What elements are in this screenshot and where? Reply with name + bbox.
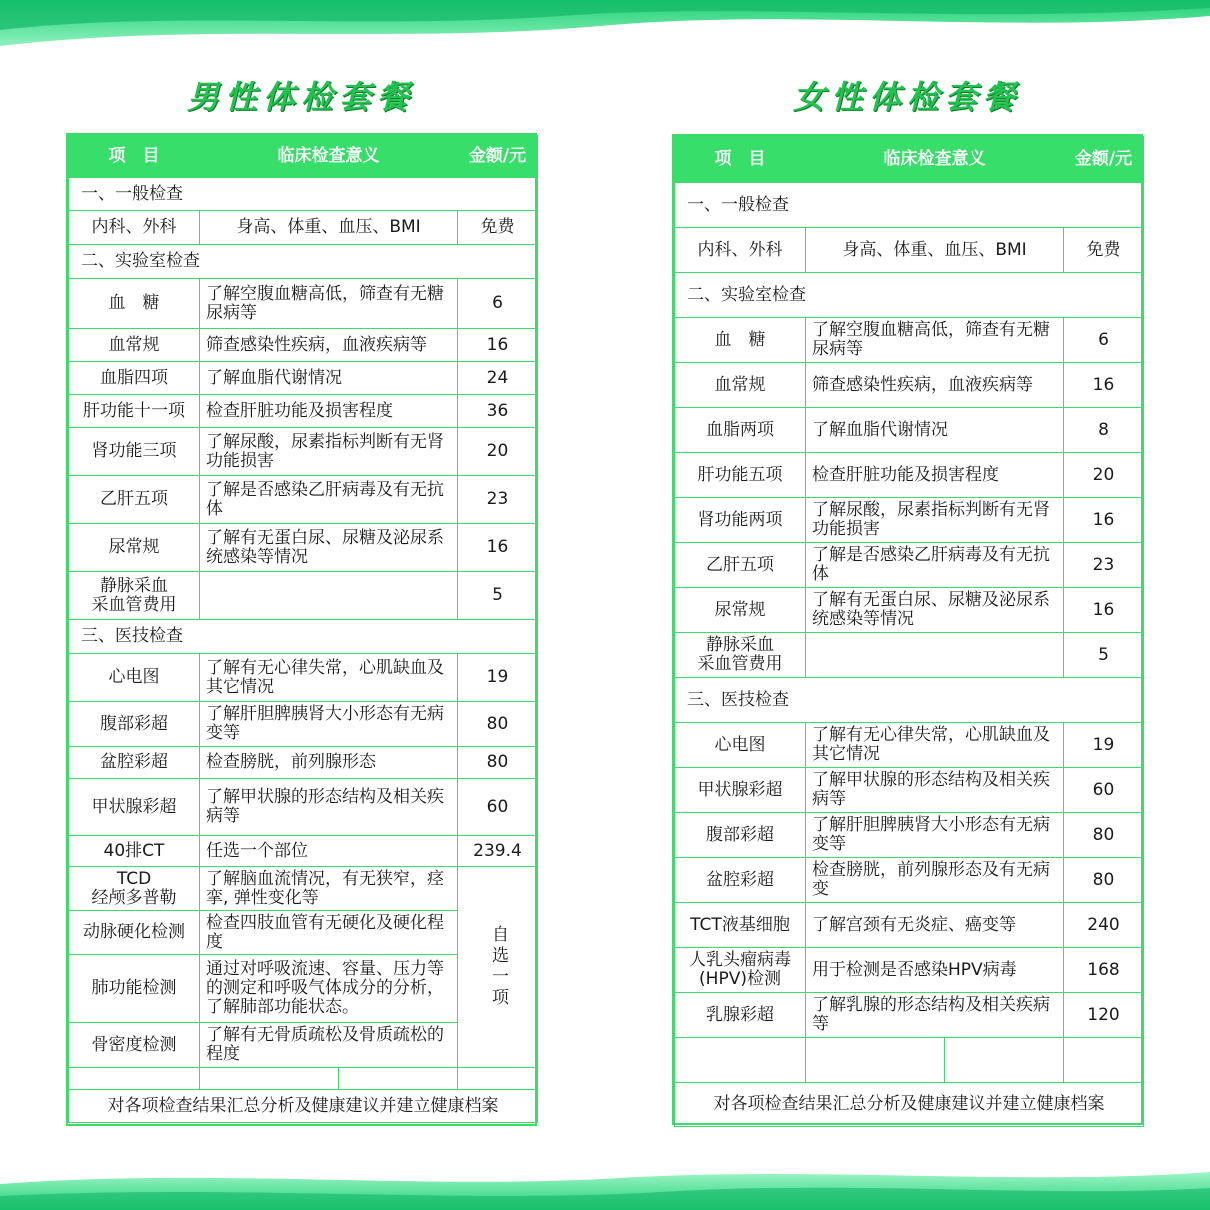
section-title: 一、一般检查 — [69, 178, 538, 211]
item-price: 16 — [1064, 363, 1144, 408]
item-name: 骨密度检测 — [69, 1023, 200, 1068]
table-row — [675, 723, 1144, 768]
male-package-title: 男性体检套餐 — [186, 78, 415, 116]
table-row — [69, 524, 538, 572]
section-title: 三、医技检查 — [675, 678, 1144, 723]
table-row — [69, 329, 538, 362]
item-name: 盆腔彩超 — [675, 858, 806, 903]
item-price: 19 — [458, 654, 538, 702]
item-name: 40排CT — [69, 836, 200, 867]
item-name: 盆腔彩超 — [69, 747, 200, 779]
item-name: 乳腺彩超 — [675, 993, 806, 1038]
header-item: 项 目 — [69, 136, 200, 178]
item-name: 乙肝五项 — [69, 476, 200, 524]
optional-price-label: 自选一项 — [458, 867, 538, 1068]
item-name: 心电图 — [69, 654, 200, 702]
section-title: 一、一般检查 — [675, 183, 1144, 228]
item-desc: 了解乳腺的形态结构及相关疾病等 — [806, 993, 1064, 1038]
item-price: 16 — [1064, 588, 1144, 633]
item-name: 肝功能十一项 — [69, 395, 200, 428]
item-desc: 了解肝胆脾胰肾大小形态有无病变等 — [806, 813, 1064, 858]
table-row — [675, 228, 1144, 273]
header-price: 金额/元 — [1064, 137, 1144, 183]
item-price: 16 — [458, 329, 538, 362]
table-row — [69, 747, 538, 779]
item-desc: 检查肝脏功能及损害程度 — [200, 395, 458, 428]
item-desc: 了解有无骨质疏松及骨质疏松的程度 — [200, 1023, 458, 1068]
item-desc: 了解有无心律失常，心肌缺血及其它情况 — [200, 654, 458, 702]
item-name: 腹部彩超 — [675, 813, 806, 858]
item-desc: 检查膀胱，前列腺形态及有无病变 — [806, 858, 1064, 903]
item-name: 血脂四项 — [69, 362, 200, 395]
item-name: 血常规 — [675, 363, 806, 408]
item-price: 8 — [1064, 408, 1144, 453]
item-name: 血常规 — [69, 329, 200, 362]
table-row — [69, 702, 538, 747]
item-desc: 通过对呼吸流速、容量、压力等的测定和呼吸气体成分的分析，了解肺部功能状态。 — [200, 955, 458, 1023]
table-row — [69, 867, 538, 911]
item-price: 20 — [1064, 453, 1144, 498]
item-price: 80 — [458, 747, 538, 779]
table-header — [69, 136, 538, 178]
item-name: 乙肝五项 — [675, 543, 806, 588]
item-desc: 了解空腹血糖高低，筛查有无糖尿病等 — [806, 318, 1064, 363]
item-price: 免费 — [1064, 228, 1144, 273]
table-row — [675, 768, 1144, 813]
item-desc: 筛查感染性疾病，血液疾病等 — [200, 329, 458, 362]
item-name: 尿常规 — [675, 588, 806, 633]
item-desc: 了解有无蛋白尿、尿糖及泌尿系统感染等情况 — [200, 524, 458, 572]
item-name: 人乳头瘤病毒 (HPV)检测 — [675, 948, 806, 993]
item-name: 血脂两项 — [675, 408, 806, 453]
item-desc: 了解血脂代谢情况 — [806, 408, 1064, 453]
table-row — [675, 543, 1144, 588]
female-package-table — [672, 134, 1143, 1125]
table-row — [69, 779, 538, 836]
item-name: 血 糖 — [69, 279, 200, 329]
item-name: 内科、外科 — [675, 228, 806, 273]
item-name: 肝功能五项 — [675, 453, 806, 498]
table-row — [69, 395, 538, 428]
table-row — [675, 588, 1144, 633]
item-desc: 身高、体重、血压、BMI — [806, 228, 1064, 273]
item-desc: 了解有无心律失常，心肌缺血及其它情况 — [806, 723, 1064, 768]
item-name: 静脉采血 采血管费用 — [69, 572, 200, 620]
item-name: 肾功能两项 — [675, 498, 806, 543]
item-name: 内科、外科 — [69, 211, 200, 245]
item-price: 80 — [1064, 858, 1144, 903]
table-row — [675, 498, 1144, 543]
table-row — [69, 211, 538, 245]
item-price: 6 — [1064, 318, 1144, 363]
item-price: 24 — [458, 362, 538, 395]
header-meaning: 临床检查意义 — [200, 136, 458, 178]
header-item: 项 目 — [675, 137, 806, 183]
table-row — [675, 363, 1144, 408]
item-name: 甲状腺彩超 — [69, 779, 200, 836]
table-row — [69, 279, 538, 329]
table-row — [69, 428, 538, 476]
item-name: 尿常规 — [69, 524, 200, 572]
item-desc: 了解是否感染乙肝病毒及有无抗体 — [806, 543, 1064, 588]
item-desc: 任选一个部位 — [200, 836, 458, 867]
item-desc: 身高、体重、血压、BMI — [200, 211, 458, 245]
item-desc: 了解有无蛋白尿、尿糖及泌尿系统感染等情况 — [806, 588, 1064, 633]
table-row — [675, 948, 1144, 993]
item-name: 心电图 — [675, 723, 806, 768]
item-desc: 了解甲状腺的形态结构及相关疾病等 — [806, 768, 1064, 813]
item-desc — [806, 633, 1064, 678]
top-decor-band — [0, 0, 1210, 50]
item-price: 239.4 — [458, 836, 538, 867]
item-price: 23 — [1064, 543, 1144, 588]
item-price: 120 — [1064, 993, 1144, 1038]
table-footer-note: 对各项检查结果汇总分析及健康建议并建立健康档案 — [675, 1083, 1144, 1127]
table-row — [69, 476, 538, 524]
item-desc: 用于检测是否感染HPV病毒 — [806, 948, 1064, 993]
item-desc: 检查四肢血管有无硬化及硬化程度 — [200, 911, 458, 955]
item-price: 5 — [458, 572, 538, 620]
item-desc: 了解是否感染乙肝病毒及有无抗体 — [200, 476, 458, 524]
item-price: 16 — [458, 524, 538, 572]
item-desc: 了解尿酸，尿素指标判断有无肾功能损害 — [200, 428, 458, 476]
table-row — [675, 993, 1144, 1038]
empty-row — [69, 1068, 538, 1090]
female-package-title: 女性体检套餐 — [792, 78, 1021, 116]
item-price: 19 — [1064, 723, 1144, 768]
item-desc: 了解空腹血糖高低，筛查有无糖尿病等 — [200, 279, 458, 329]
bottom-decor-band — [0, 1160, 1210, 1210]
item-name: TCT液基细胞 — [675, 903, 806, 948]
item-desc — [200, 572, 458, 620]
item-price: 20 — [458, 428, 538, 476]
item-name: 腹部彩超 — [69, 702, 200, 747]
item-name: 静脉采血 采血管费用 — [675, 633, 806, 678]
item-desc: 了解血脂代谢情况 — [200, 362, 458, 395]
item-price: 240 — [1064, 903, 1144, 948]
table-row — [675, 858, 1144, 903]
table-footer-note: 对各项检查结果汇总分析及健康建议并建立健康档案 — [69, 1090, 538, 1123]
item-name: 甲状腺彩超 — [675, 768, 806, 813]
table-row — [675, 813, 1144, 858]
item-desc: 检查膀胱，前列腺形态 — [200, 747, 458, 779]
item-price: 60 — [458, 779, 538, 836]
item-desc: 筛查感染性疾病，血液疾病等 — [806, 363, 1064, 408]
table-row — [675, 633, 1144, 678]
item-desc: 了解尿酸，尿素指标判断有无肾功能损害 — [806, 498, 1064, 543]
item-desc: 检查肝脏功能及损害程度 — [806, 453, 1064, 498]
table-row — [69, 572, 538, 620]
item-desc: 了解肝胆脾胰肾大小形态有无病变等 — [200, 702, 458, 747]
item-name: 肾功能三项 — [69, 428, 200, 476]
table-row — [69, 836, 538, 867]
male-package-table — [66, 133, 537, 1126]
item-name: 肺功能检测 — [69, 955, 200, 1023]
item-price: 5 — [1064, 633, 1144, 678]
table-row — [675, 318, 1144, 363]
empty-row — [675, 1038, 1144, 1083]
item-price: 60 — [1064, 768, 1144, 813]
item-price: 168 — [1064, 948, 1144, 993]
item-price: 36 — [458, 395, 538, 428]
item-price: 6 — [458, 279, 538, 329]
header-price: 金额/元 — [458, 136, 538, 178]
item-name: 血 糖 — [675, 318, 806, 363]
item-desc: 了解宫颈有无炎症、癌变等 — [806, 903, 1064, 948]
item-name: TCD 经颅多普勒 — [69, 867, 200, 911]
item-price: 16 — [1064, 498, 1144, 543]
section-title: 三、医技检查 — [69, 620, 538, 654]
table-row — [69, 654, 538, 702]
item-desc: 了解脑血流情况，有无狭窄，痉挛, 弹性变化等 — [200, 867, 458, 911]
header-meaning: 临床检查意义 — [806, 137, 1064, 183]
table-row — [675, 408, 1144, 453]
item-name: 动脉硬化检测 — [69, 911, 200, 955]
item-desc: 了解甲状腺的形态结构及相关疾病等 — [200, 779, 458, 836]
item-price: 80 — [1064, 813, 1144, 858]
item-price: 80 — [458, 702, 538, 747]
section-title: 二、实验室检查 — [69, 245, 538, 279]
table-row — [675, 903, 1144, 948]
table-row — [69, 362, 538, 395]
table-header — [675, 137, 1144, 183]
section-title: 二、实验室检查 — [675, 273, 1144, 318]
table-row — [675, 453, 1144, 498]
item-price: 23 — [458, 476, 538, 524]
item-price: 免费 — [458, 211, 538, 245]
